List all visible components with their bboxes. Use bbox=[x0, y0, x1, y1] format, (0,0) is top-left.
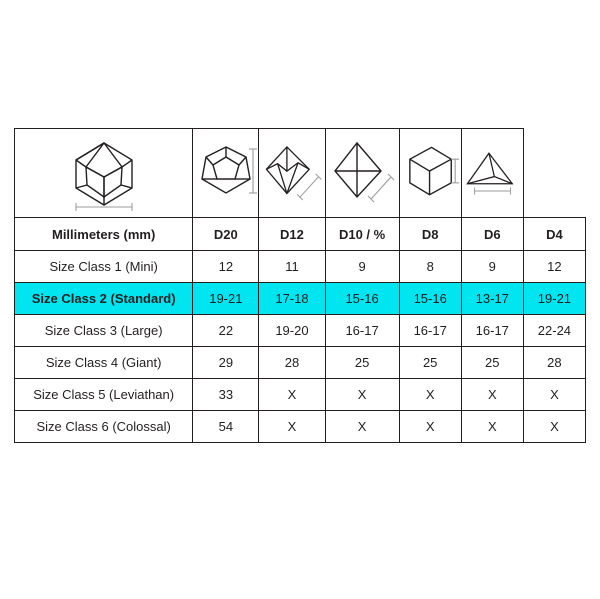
cell-d10: 16-17 bbox=[325, 315, 399, 347]
cell-d4: 12 bbox=[523, 251, 585, 283]
header-millimeters: Millimeters (mm) bbox=[15, 218, 193, 251]
cell-d6: 16-17 bbox=[461, 315, 523, 347]
table-row bbox=[15, 347, 586, 379]
cell-d12: X bbox=[259, 379, 325, 411]
row-label: Size Class 3 (Large) bbox=[15, 315, 193, 347]
d8-icon-cell bbox=[325, 129, 399, 218]
table-row-highlighted bbox=[15, 283, 586, 315]
d6-cube-icon bbox=[400, 129, 461, 217]
cell-d6: 13-17 bbox=[461, 283, 523, 315]
dice-icon-row bbox=[15, 129, 586, 218]
cell-d8: 16-17 bbox=[399, 315, 461, 347]
cell-d20: 12 bbox=[193, 251, 259, 283]
d6-icon-cell bbox=[399, 129, 461, 218]
cell-d4: X bbox=[523, 379, 585, 411]
cell-d8: 8 bbox=[399, 251, 461, 283]
cell-d20: 19-21 bbox=[193, 283, 259, 315]
table-row bbox=[15, 411, 586, 443]
header-d4: D4 bbox=[523, 218, 585, 251]
cell-d12: 11 bbox=[259, 251, 325, 283]
cell-d6: X bbox=[461, 379, 523, 411]
row-label: Size Class 2 (Standard) bbox=[15, 283, 193, 315]
row-label: Size Class 1 (Mini) bbox=[15, 251, 193, 283]
header-d10: D10 / % bbox=[325, 218, 399, 251]
cell-d8: 25 bbox=[399, 347, 461, 379]
d10-icon-cell bbox=[259, 129, 325, 218]
table-header-row bbox=[15, 218, 586, 251]
cell-d4: 22-24 bbox=[523, 315, 585, 347]
row-label: Size Class 5 (Leviathan) bbox=[15, 379, 193, 411]
cell-d4: 19-21 bbox=[523, 283, 585, 315]
row-label: Size Class 4 (Giant) bbox=[15, 347, 193, 379]
cell-d12: X bbox=[259, 411, 325, 443]
cell-d10: 25 bbox=[325, 347, 399, 379]
header-d12: D12 bbox=[259, 218, 325, 251]
cell-d8: X bbox=[399, 379, 461, 411]
cell-d8: X bbox=[399, 411, 461, 443]
cell-d12: 17-18 bbox=[259, 283, 325, 315]
cell-d6: X bbox=[461, 411, 523, 443]
table-row bbox=[15, 251, 586, 283]
cell-d6: 9 bbox=[461, 251, 523, 283]
cell-d20: 33 bbox=[193, 379, 259, 411]
cell-d4: X bbox=[523, 411, 585, 443]
dice-size-table bbox=[14, 128, 586, 443]
header-d20: D20 bbox=[193, 218, 259, 251]
cell-d8: 15-16 bbox=[399, 283, 461, 315]
d8-octahedron-icon bbox=[326, 129, 399, 217]
d4-tetrahedron-icon bbox=[462, 129, 523, 217]
header-d6: D6 bbox=[461, 218, 523, 251]
cell-d20: 29 bbox=[193, 347, 259, 379]
table-row bbox=[15, 315, 586, 347]
dice-size-table-container bbox=[14, 128, 586, 443]
d4-icon-cell bbox=[461, 129, 523, 218]
cell-d10: 15-16 bbox=[325, 283, 399, 315]
cell-d10: 9 bbox=[325, 251, 399, 283]
cell-d20: 54 bbox=[193, 411, 259, 443]
d12-dodecahedron-icon bbox=[193, 129, 258, 217]
d20-icosahedron-icon bbox=[15, 129, 192, 217]
cell-d20: 22 bbox=[193, 315, 259, 347]
d20-icon-cell bbox=[15, 129, 193, 218]
cell-d12: 19-20 bbox=[259, 315, 325, 347]
cell-d10: X bbox=[325, 411, 399, 443]
cell-d12: 28 bbox=[259, 347, 325, 379]
d10-pentagonal-trapezohedron-icon bbox=[259, 129, 324, 217]
row-label: Size Class 6 (Colossal) bbox=[15, 411, 193, 443]
cell-d6: 25 bbox=[461, 347, 523, 379]
cell-d4: 28 bbox=[523, 347, 585, 379]
header-d8: D8 bbox=[399, 218, 461, 251]
cell-d10: X bbox=[325, 379, 399, 411]
d12-icon-cell bbox=[193, 129, 259, 218]
table-row bbox=[15, 379, 586, 411]
